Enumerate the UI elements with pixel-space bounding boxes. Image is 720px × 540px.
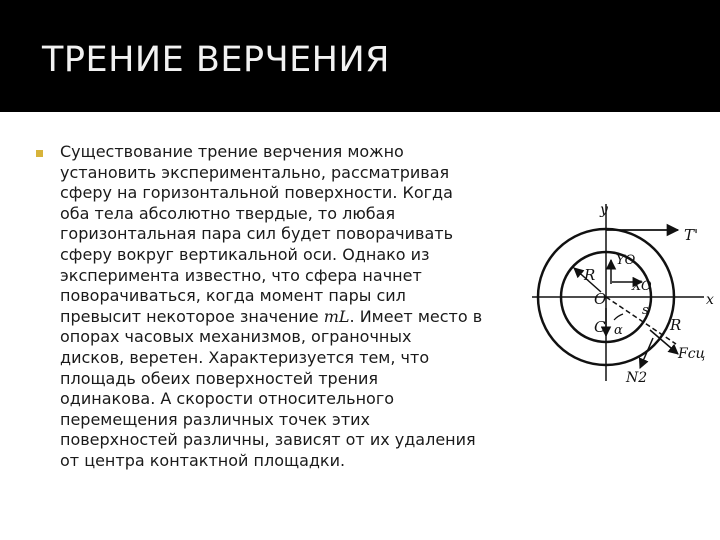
- body-line: поверхностей различны, зависят от их удаления: [60, 430, 476, 450]
- body-line: опорах часовых механизмов, ограночных: [60, 327, 412, 347]
- label-r2: R: [670, 316, 682, 334]
- label-f-sc: Fсц: [678, 346, 706, 362]
- body-segment: . Имеет место в: [349, 306, 483, 326]
- body-line: от центра контактной площадки.: [60, 450, 346, 470]
- label-r: R: [584, 266, 596, 284]
- label-t-prime: T': [684, 226, 699, 244]
- sphere-friction-diagram: [528, 196, 720, 392]
- body-line: оба тела абсолютно твердые, то любая: [60, 203, 396, 223]
- body-line: дисков, веретен. Характеризуется тем, что: [60, 347, 430, 367]
- moment-symbol: mL: [323, 306, 350, 326]
- bullet-marker: [36, 150, 43, 157]
- label-o: O: [594, 290, 607, 308]
- body-line: поворачиваться, когда момент пары сил: [60, 286, 406, 306]
- label-g: G: [594, 318, 606, 336]
- body-line: площадь обеих поверхностей трения: [60, 368, 379, 388]
- label-y-o: YO: [616, 253, 636, 268]
- body-text: [60, 142, 530, 472]
- body-line: Существование трение верчения можно: [60, 142, 404, 161]
- body-line: эксперимента известно, что сфера начнет: [60, 265, 422, 285]
- label-alpha: α: [614, 323, 623, 338]
- body-line: сферу на горизонтальной поверхности. Когда: [60, 183, 453, 203]
- body-line: горизонтальная пара сил будет поворачивать: [60, 224, 453, 244]
- slide-title: ТРЕНИЕ ВЕРЧЕНИЯ: [42, 40, 390, 80]
- body-line: перемещения различных точек этих: [60, 409, 371, 429]
- label-x-o: XO: [632, 279, 652, 294]
- title-bar: [0, 0, 720, 112]
- body-line: одинакова. А скорости относительного: [60, 389, 395, 409]
- body-line-with-formula: [60, 307, 530, 328]
- n2-arrow: [640, 338, 653, 368]
- body-segment: превысит некоторое значение: [60, 306, 324, 326]
- alpha-arc: [614, 314, 623, 320]
- label-s: s: [642, 303, 649, 318]
- label-y: y: [600, 202, 608, 218]
- label-x: x: [706, 292, 714, 308]
- label-n2: N2: [626, 370, 648, 386]
- body-line: сферу вокруг вертикальной оси. Однако из: [60, 244, 430, 264]
- body-line: установить экспериментально, рассматривая: [60, 162, 450, 182]
